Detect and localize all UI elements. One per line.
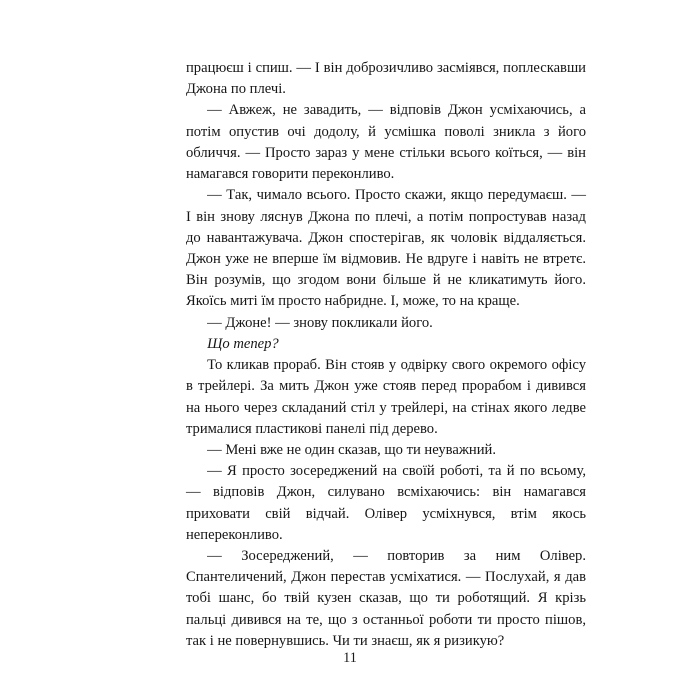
page-number: 11 xyxy=(343,650,357,666)
paragraph-italic: Що тепер? xyxy=(207,335,279,352)
paragraph: — Мені вже не один сказав, що ти неуважний. xyxy=(207,441,496,458)
paragraph: То кликав прораб. Він стояв у одвірку свого окремого офісу в трейлері. За мить Джон уже стояв перед прорабом і дивився на нього через складаний стіл у трейлері, на стінах якого ледве трималися пластикові панелі під дерево. xyxy=(186,357,586,437)
paragraph: — Зосереджений, — повторив за ним Олівер. Спантеличений, Джон перестав усміхатися. — Послухай, я дав тобі шанс, бо твій кузен сказав, що ти роботящий. Я крізь пальці дивився на те, що з останньої роботи ти просто пішов, так і не повернувшись. Чи ти знаєш, як я ризикую? xyxy=(186,548,586,649)
paragraph: — Авжеж, не завадить, — відповів Джон усміхаючись, а потім опустив очі додолу, й усмішка поволі зникла з його обличчя. — Просто зараз у мене стільки всього коїться, — він намагався говорити переконливо. xyxy=(186,102,586,183)
paragraph: — Я просто зосереджений на своїй роботі, та й по всьому, — відповів Джон, силувано всміхаючись: він намагався приховати свій відчай. Олівер усміхнувся, втім якось непереконливо. xyxy=(186,463,586,543)
paragraph: — Так, чимало всього. Просто скажи, якщо передумаєш. — І він знову ляснув Джона по плечі, а потім попростував назад до навантажувача. Джон спостерігав, як чоловік віддаляється. Джон уже не вперше їм відмовив. Не вдруге і навіть не втретє. Він розумів, що згодом вони більше й не кликатимуть його. Якоїсь миті їм просто набридне. І, може, то на краще. xyxy=(186,187,586,310)
page-body xyxy=(186,58,586,652)
paragraph: працюєш і спиш. — І він доброзичливо засміявся, поплескавши Джона по плечі. xyxy=(186,60,586,98)
paragraph: — Джоне! — знову покликали його. xyxy=(207,314,433,331)
